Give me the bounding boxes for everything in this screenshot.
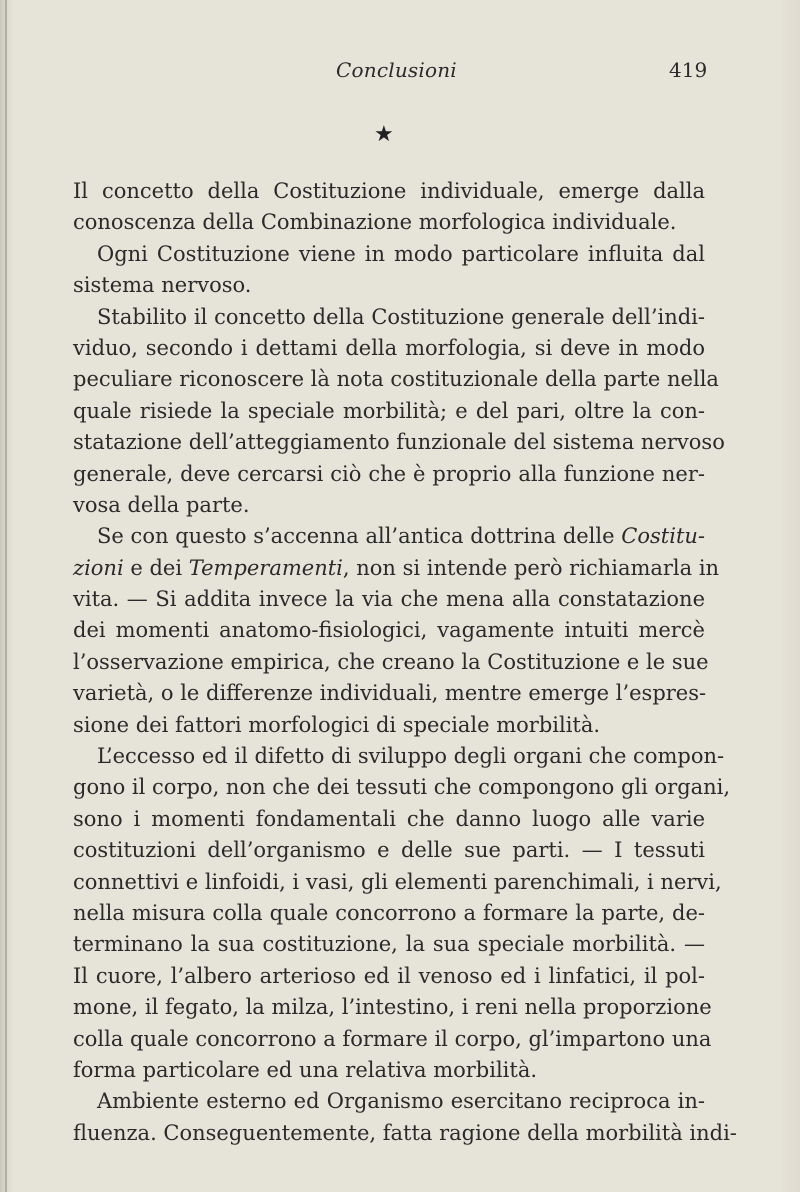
text-line: Il cuore, l’albero arterioso ed il venoso ed i linfatici, il pol-	[73, 963, 705, 988]
italic-term: Temperamenti	[188, 555, 343, 580]
page-gutter-edge	[5, 0, 7, 1192]
text-line: vita. — Si addita invece la via che mena alla constatazione	[73, 587, 705, 612]
text-line: sione dei fattori morfologici di speciale morbilità.	[73, 712, 601, 737]
text-line: viduo, secondo i dettami della morfologia, si deve in modo	[73, 335, 705, 360]
text-line: forma particolare ed una relativa morbilità.	[73, 1057, 538, 1082]
text-line: costituzioni dell’organismo e delle sue parti. — I tessuti	[73, 838, 705, 863]
text-line: fluenza. Conseguentemente, fatta ragione della morbilità indi-	[73, 1120, 737, 1145]
page-number: 419	[669, 58, 708, 82]
text-segment: , non si intende però richiamarla in	[342, 555, 720, 580]
text-line: statazione dell’atteggiamento funzionale del sistema nervoso	[73, 430, 725, 455]
italic-term: Costitu-	[621, 524, 705, 549]
text-segment: Se con questo s’accenna all’antica dottrina delle	[97, 524, 622, 549]
text-line: mone, il fegato, la milza, l’intestino, i reni nella proporzione	[73, 995, 712, 1020]
text-line: gono il corpo, non che dei tessuti che compongono gli organi,	[73, 775, 731, 800]
text-line: Il concetto della Costituzione individuale, emerge dalla	[73, 179, 705, 203]
text-line: sono i momenti fondamentali che danno luogo alle varie	[73, 806, 705, 831]
body-text	[73, 176, 737, 1149]
text-line: connettivi e linfoidi, i vasi, gli elementi parenchimali, i nervi,	[73, 869, 722, 894]
text-line: Ambiente esterno ed Organismo esercitano reciproca in-	[97, 1089, 705, 1114]
text-line: terminano la sua costituzione, la sua speciale morbilità. —	[73, 932, 705, 957]
text-line: vosa della parte.	[73, 492, 250, 517]
star-ornament: ★	[374, 122, 394, 147]
italic-term: zioni	[73, 555, 124, 580]
text-line: generale, deve cercarsi ciò che è proprio alla funzione ner-	[73, 461, 705, 486]
text-line: Stabilito il concetto della Costituzione generale dell’indi-	[97, 304, 705, 329]
text-line: sistema nervoso.	[73, 273, 252, 298]
running-title: Conclusioni	[336, 58, 457, 82]
text-line: dei momenti anatomo-fisiologici, vagamente intuiti mercè	[73, 618, 705, 643]
text-line	[73, 553, 720, 584]
running-header	[0, 58, 800, 88]
text-line: nella misura colla quale concorrono a formare la parte, de-	[73, 900, 705, 925]
text-segment: e dei	[123, 555, 189, 580]
text-line: varietà, o le differenze individuali, mentre emerge l’espres-	[73, 681, 707, 706]
text-line: l’osservazione empirica, che creano la Costituzione e le sue	[73, 649, 709, 674]
text-line: quale risiede la speciale morbilità; e del pari, oltre la con-	[73, 398, 705, 423]
text-line	[73, 521, 705, 552]
text-line: Ogni Costituzione viene in modo particolare influita dal	[97, 241, 705, 266]
text-line: L’eccesso ed il difetto di sviluppo degli organi che compon-	[97, 744, 725, 769]
text-line: peculiare riconoscere là nota costituzionale della parte nella	[73, 367, 719, 392]
text-line: conoscenza della Combinazione morfologica individuale.	[73, 210, 677, 235]
text-line: colla quale concorrono a formare il corpo, gl’impartono una	[73, 1026, 712, 1051]
